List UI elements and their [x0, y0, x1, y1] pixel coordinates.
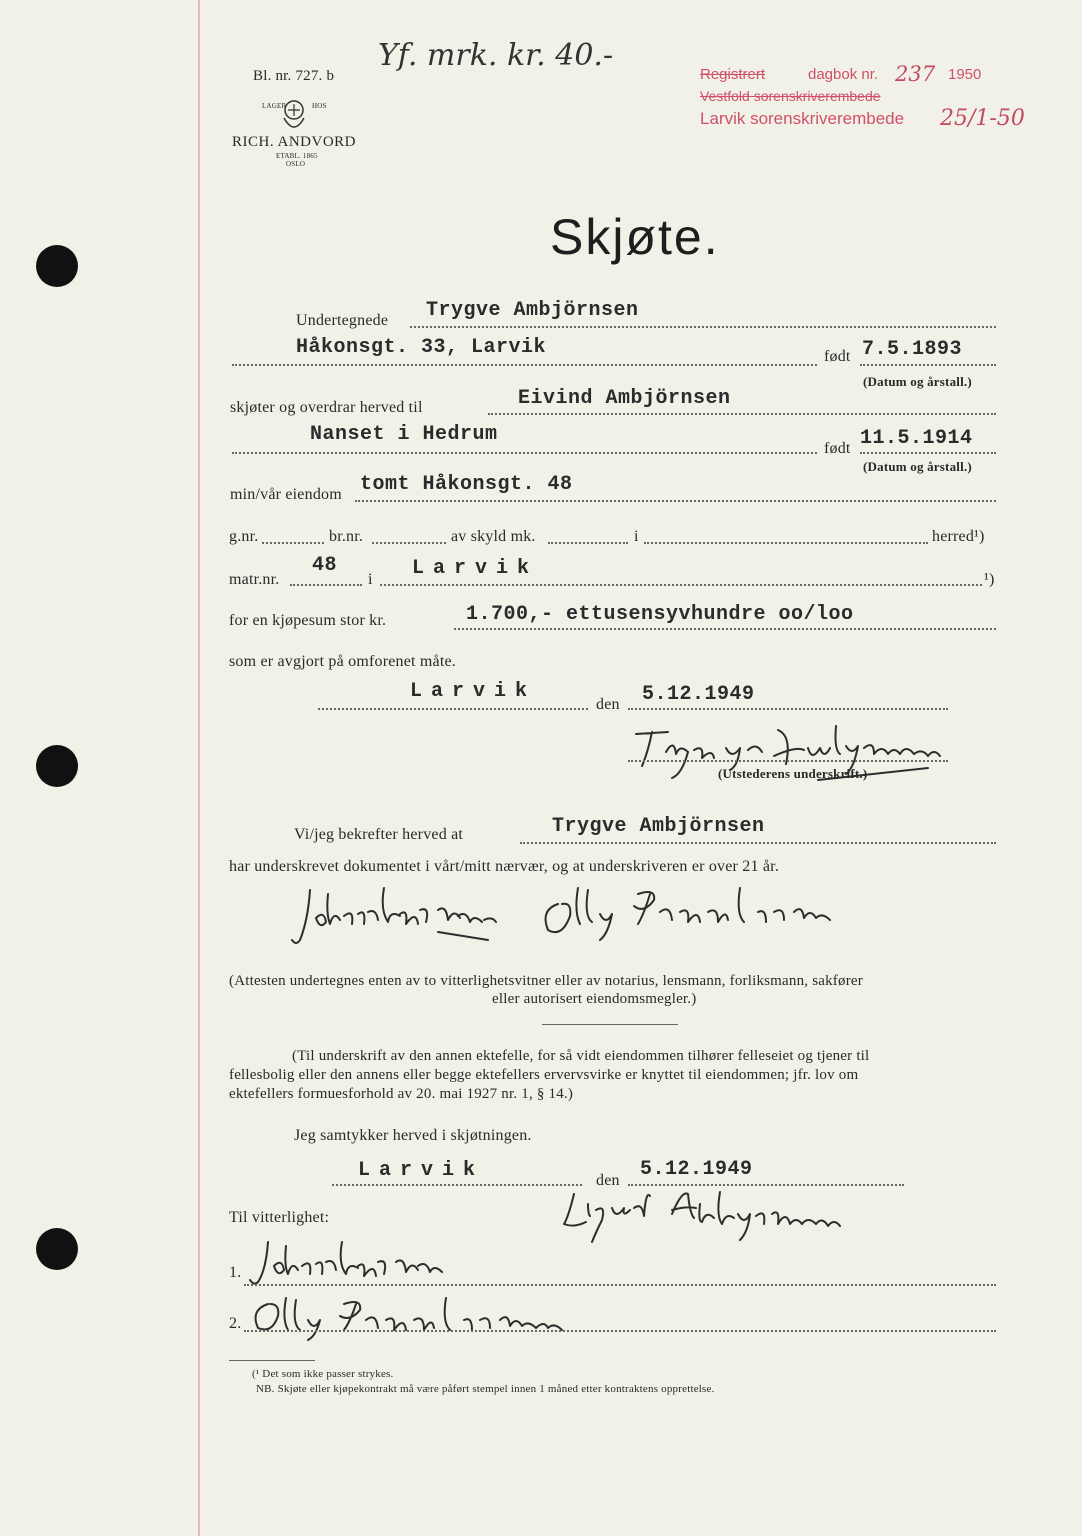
- price-agreed: som er avgjort på omforenet måte.: [229, 653, 456, 670]
- spouse-note-line3: ektefellers formuesforhold av 20. mai 1927 nr. 1, § 14.): [229, 1086, 574, 1102]
- lion-emblem-icon: [232, 92, 362, 136]
- stamp-year: 1950: [948, 66, 982, 83]
- stamp-dagbok-label: dagbok nr.: [808, 66, 879, 83]
- spouse-note-line1: (Til underskrift av den annen ektefelle, for så vidt eiendommen tilhører felleseiet og tjener til: [292, 1048, 870, 1064]
- margin-rule: [198, 0, 200, 1536]
- logo-text-right: HOS: [312, 102, 327, 110]
- price-line: [454, 628, 996, 630]
- witness-1-line: [244, 1284, 996, 1286]
- seller-born: 7.5.1893: [862, 338, 963, 361]
- witness-2-line: [244, 1330, 996, 1332]
- brnr-label: br.nr.: [329, 528, 364, 545]
- signing-place-line: [318, 708, 588, 710]
- stamp-office: Larvik sorenskriverembede: [700, 109, 905, 128]
- spouse-date: 5.12.1949: [640, 1158, 753, 1181]
- price-label: for en kjøpesum stor kr.: [229, 612, 387, 629]
- buyer-address-line: [232, 452, 817, 454]
- witness-note-line2: eller autorisert eiendomsmegler.): [492, 991, 697, 1007]
- buyer-address: Nanset i Hedrum: [310, 423, 498, 446]
- brnr-line: [372, 542, 446, 544]
- logo-text-left: LAGER: [262, 102, 287, 110]
- property-value: tomt Håkonsgt. 48: [360, 473, 573, 496]
- price-value: 1.700,- ettusensyvhundre oo/loo: [466, 603, 854, 626]
- footnote-2: NB. Skjøte eller kjøpekontrakt må være påført stempel innen 1 måned etter kontraktens opprettelse.: [256, 1383, 715, 1395]
- witness-name: Trygve Ambjörnsen: [552, 815, 765, 838]
- gnr-line: [262, 542, 324, 544]
- seller-name: Trygve Ambjörnsen: [426, 299, 639, 322]
- stamp-dagbok-number: 237: [895, 62, 936, 86]
- spouse-date-line: [628, 1184, 904, 1186]
- buyer-born-label: født: [824, 440, 851, 457]
- matr-label: matr.nr.: [229, 571, 280, 588]
- property-line: [355, 500, 996, 502]
- gnr-label: g.nr.: [229, 528, 259, 545]
- matr-note: ¹): [984, 571, 995, 588]
- spouse-note-line2: fellesbolig eller den annens eller begge ektefellers ervervsvirke er knyttet til eiendommen; jfr. lov om: [229, 1067, 859, 1083]
- witness-label: Vi/jeg bekrefter herved at: [294, 826, 464, 843]
- publisher-name: RICH. ANDVORD: [232, 134, 357, 150]
- buyer-born-hint: (Datum og årstall.): [863, 459, 972, 474]
- publisher-logo: [232, 92, 362, 172]
- handwritten-fee: Yf. mrk. kr. 40.-: [378, 38, 614, 73]
- buyer-born: 11.5.1914: [860, 427, 973, 450]
- seller-address: Håkonsgt. 33, Larvik: [296, 336, 547, 359]
- form-number: Bl. nr. 727. b: [253, 68, 335, 84]
- spouse-place-line: [332, 1184, 582, 1186]
- signing-date-line: [628, 708, 948, 710]
- property-label: min/vår eiendom: [230, 486, 342, 503]
- witness-number-1: 1.: [229, 1264, 242, 1281]
- section-divider: [542, 1024, 678, 1025]
- skyld-line: [548, 542, 628, 544]
- seller-label: Undertegnede: [296, 312, 389, 329]
- publisher-city: OSLO: [286, 160, 306, 168]
- spouse-signature: [560, 1188, 900, 1248]
- witness-signatures: [288, 884, 908, 954]
- document-title: Skjøte.: [550, 209, 720, 265]
- matr-place: Larvik: [412, 557, 539, 580]
- signing-place: Larvik: [410, 680, 537, 703]
- spouse-place: Larvik: [358, 1159, 485, 1182]
- matr-value: 48: [312, 554, 338, 577]
- matr-place-line: [380, 584, 982, 586]
- buyer-born-line: [860, 452, 996, 454]
- footnote-rule: [229, 1360, 315, 1361]
- stamp-struck-line1: Registrert: [700, 66, 766, 83]
- publisher-established: ETABL. 1865: [276, 152, 318, 160]
- signature-line: [628, 760, 948, 762]
- punch-hole-top: [36, 245, 78, 287]
- stamp-struck-line2: Vestfold sorenskriverembede: [700, 88, 881, 104]
- seller-born-label: født: [824, 348, 851, 365]
- witness-number-2: 2.: [229, 1315, 242, 1332]
- witness-note-line1: (Attesten undertegnes enten av to vitterlighetsvitner eller av notarius, lensmann, forliksmann, sakfører: [229, 973, 863, 989]
- spouse-consent: Jeg samtykker herved i skjøtningen.: [294, 1127, 532, 1144]
- vitterlighet-label: Til vitterlighet:: [229, 1209, 330, 1226]
- herred-line: [644, 542, 928, 544]
- seller-born-line: [860, 364, 996, 366]
- seller-address-line: [232, 364, 817, 366]
- witness-statement: har underskrevet dokumentet i vårt/mitt nærvær, og at underskriveren er over 21 år.: [229, 858, 780, 875]
- stamp-date: 25/1-50: [940, 106, 1025, 131]
- seller-name-line: [410, 326, 996, 328]
- punch-hole-middle: [36, 745, 78, 787]
- matr-line: [290, 584, 362, 586]
- herred-label: herred¹): [932, 528, 985, 545]
- spouse-den: den: [596, 1172, 620, 1189]
- buyer-label: skjøter og overdrar herved til: [230, 399, 423, 416]
- seller-born-hint: (Datum og årstall.): [863, 374, 972, 389]
- signing-date: 5.12.1949: [642, 683, 755, 706]
- buyer-name-line: [488, 413, 996, 415]
- buyer-name: Eivind Ambjörnsen: [518, 387, 731, 410]
- signature-caption: (Utstederens underskrift.): [718, 766, 868, 781]
- witness-name-line: [520, 842, 996, 844]
- matr-i-label: i: [368, 571, 373, 588]
- footnote-1: (¹ Det som ikke passer strykes.: [252, 1368, 394, 1380]
- witness-1-signature: [250, 1238, 490, 1288]
- skyld-i-label: i: [634, 528, 639, 545]
- signing-den: den: [596, 696, 620, 713]
- punch-hole-bottom: [36, 1228, 78, 1270]
- skyld-label: av skyld mk.: [451, 528, 536, 545]
